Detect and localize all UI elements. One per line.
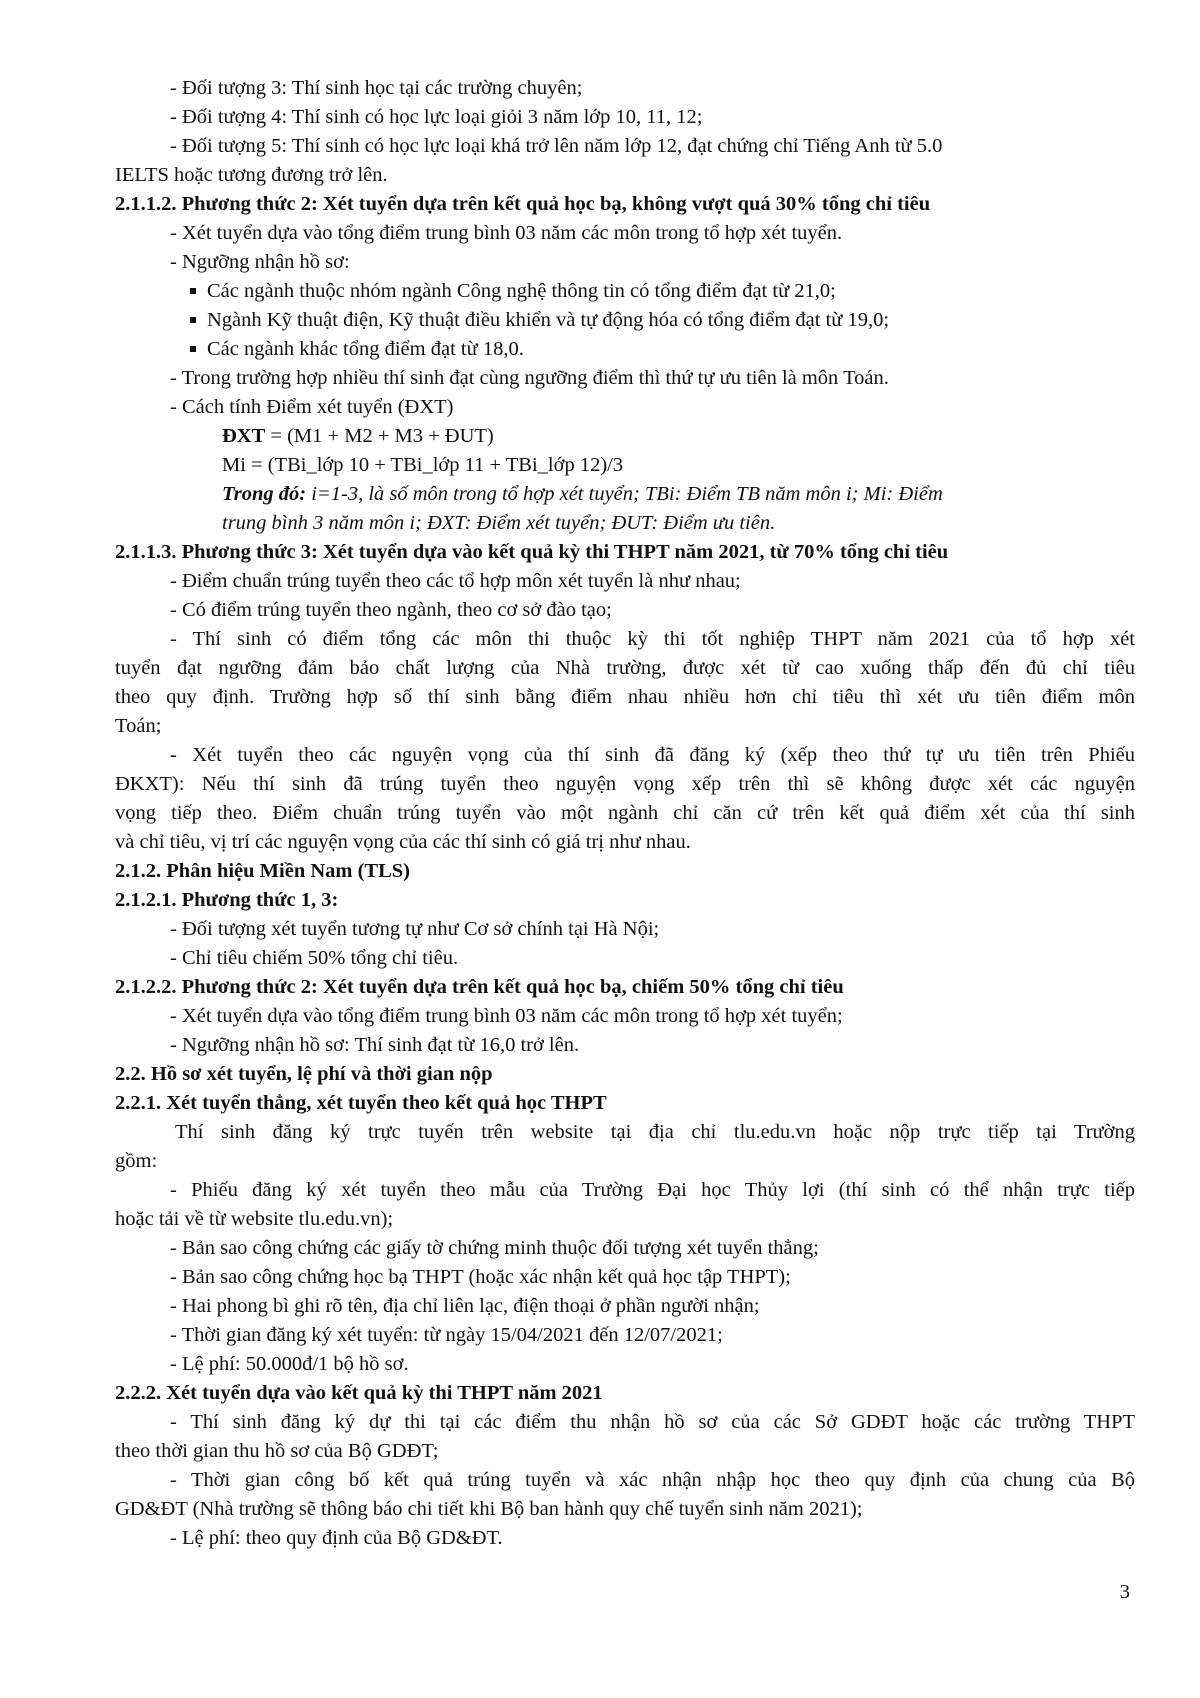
formula-line: ĐXT = (M1 + M2 + M3 + ĐUT): [222, 425, 494, 447]
text-line: - Hai phong bì ghi rõ tên, địa chỉ liên lạc, điện thoại ở phần người nhận;: [170, 1295, 760, 1317]
text-line: và chỉ tiêu, vị trí các nguyện vọng của các thí sinh có giá trị như nhau.: [115, 831, 691, 853]
text-line: - Điểm chuẩn trúng tuyển theo các tổ hợp môn xét tuyển là như nhau;: [170, 570, 741, 592]
formula-line: Mi = (TBi_lớp 10 + TBi_lớp 11 + TBi_lớp 12)/3: [222, 454, 624, 476]
square-bullet-icon: [190, 346, 196, 352]
text-line: - Bản sao công chứng các giấy tờ chứng minh thuộc đối tượng xét tuyển thẳng;: [170, 1237, 819, 1259]
bullet-item: Ngành Kỹ thuật điện, Kỹ thuật điều khiển và tự động hóa có tổng điểm đạt từ 19,0;: [115, 306, 1135, 335]
section-heading: 2.2.2. Xét tuyển dựa vào kết quả kỳ thi THPT năm 2021: [115, 1382, 603, 1404]
text-line: - Thời gian công bố kết quả trúng tuyển và xác nhận nhập học theo quy định của chung của Bộ: [170, 1469, 1135, 1491]
text-line: theo quy định. Trường hợp số thí sinh bằng điểm nhau nhiều hơn chỉ tiêu thì xét ưu tiên điểm môn: [115, 686, 1135, 708]
bullet-item: Các ngành thuộc nhóm ngành Công nghệ thông tin có tổng điểm đạt từ 21,0;: [115, 277, 1135, 306]
text-line: Toán;: [115, 715, 162, 737]
text-line: - Có điểm trúng tuyển theo ngành, theo cơ sở đào tạo;: [170, 599, 612, 621]
section-heading: 2.2. Hồ sơ xét tuyển, lệ phí và thời gian nộp: [115, 1063, 493, 1085]
bullet-item: Các ngành khác tổng điểm đạt từ 18,0.: [115, 335, 1135, 364]
section-heading: 2.1.1.2. Phương thức 2: Xét tuyển dựa trên kết quả học bạ, không vượt quá 30% tổng chỉ tiêu: [115, 193, 931, 215]
text-line: - Thí sinh đăng ký dự thi tại các điểm thu nhận hồ sơ của các Sở GDĐT hoặc các trường THPT: [170, 1411, 1135, 1433]
section-heading: 2.1.2. Phân hiệu Miền Nam (TLS): [115, 860, 410, 882]
text-line: - Ngưỡng nhận hồ sơ: Thí sinh đạt từ 16,0 trở lên.: [170, 1034, 580, 1056]
text-line: - Thời gian đăng ký xét tuyển: từ ngày 15/04/2021 đến 12/07/2021;: [170, 1324, 723, 1346]
text-line: - Đối tượng 4: Thí sinh có học lực loại giỏi 3 năm lớp 10, 11, 12;: [170, 106, 703, 128]
section-heading: 2.1.2.2. Phương thức 2: Xét tuyển dựa trên kết quả học bạ, chiếm 50% tổng chỉ tiêu: [115, 976, 844, 998]
text-line: hoặc tải về từ website tlu.edu.vn);: [115, 1208, 394, 1230]
text-line: - Xét tuyển theo các nguyện vọng của thí sinh đã đăng ký (xếp theo thứ tự ưu tiên trên Phiếu: [170, 744, 1135, 766]
text-line: IELTS hoặc tương đương trở lên.: [115, 164, 388, 186]
formula-note: Trong đó: i=1-3, là số môn trong tổ hợp xét tuyển; TBi: Điểm TB năm môn i; Mi: Điểm: [222, 483, 943, 505]
text-line: GD&ĐT (Nhà trường sẽ thông báo chi tiết khi Bộ ban hành quy chế tuyển sinh năm 2021);: [115, 1498, 863, 1520]
text-line: - Bản sao công chứng học bạ THPT (hoặc xác nhận kết quả học tập THPT);: [170, 1266, 791, 1288]
text-line: - Thí sinh có điểm tổng các môn thi thuộc kỳ thi tốt nghiệp THPT năm 2021 của tổ hợp xét: [170, 628, 1135, 650]
text-line: - Lệ phí: theo quy định của Bộ GD&ĐT.: [170, 1527, 503, 1549]
text-line: - Đối tượng xét tuyển tương tự như Cơ sở chính tại Hà Nội;: [170, 918, 660, 940]
section-heading: 2.2.1. Xét tuyển thẳng, xét tuyển theo kết quả học THPT: [115, 1092, 607, 1114]
text-line: vọng tiếp theo. Điểm chuẩn trúng tuyển vào một ngành chỉ căn cứ trên kết quả điểm xét của thí sinh: [115, 802, 1135, 824]
text-line: theo thời gian thu hồ sơ của Bộ GDĐT;: [115, 1440, 439, 1462]
text-line: - Phiếu đăng ký xét tuyển theo mẫu của Trường Đại học Thủy lợi (thí sinh có thể nhận trực tiếp: [170, 1179, 1135, 1201]
text-line: - Trong trường hợp nhiều thí sinh đạt cùng ngưỡng điểm thì thứ tự ưu tiên là môn Toán.: [170, 367, 889, 389]
text-line: - Ngưỡng nhận hồ sơ:: [170, 251, 350, 273]
formula-note: trung bình 3 năm môn i; ĐXT: Điểm xét tuyển; ĐUT: Điểm ưu tiên.: [222, 512, 776, 534]
section-heading: 2.1.1.3. Phương thức 3: Xét tuyển dựa vào kết quả kỳ thi THPT năm 2021, từ 70% tổng chỉ tiêu: [115, 541, 949, 563]
text-line: - Đối tượng 5: Thí sinh có học lực loại khá trở lên năm lớp 12, đạt chứng chỉ Tiếng Anh từ 5.0: [170, 135, 943, 157]
text-line: Thí sinh đăng ký trực tuyến trên website tại địa chỉ tlu.edu.vn hoặc nộp trực tiếp tại Trường: [175, 1121, 1135, 1143]
text-line: tuyển đạt ngưỡng đảm bảo chất lượng của Nhà trường, được xét từ cao xuống thấp đến đủ chỉ tiêu: [115, 657, 1135, 679]
text-line: - Xét tuyển dựa vào tổng điểm trung bình 03 năm các môn trong tổ hợp xét tuyển.: [170, 222, 843, 244]
square-bullet-icon: [190, 317, 196, 323]
text-line: - Đối tượng 3: Thí sinh học tại các trường chuyên;: [170, 77, 583, 99]
page-number: 3: [1119, 1581, 1130, 1603]
document-page: [115, 74, 1135, 1553]
text-line: - Xét tuyển dựa vào tổng điểm trung bình 03 năm các môn trong tổ hợp xét tuyển;: [170, 1005, 843, 1027]
section-heading: 2.1.2.1. Phương thức 1, 3:: [115, 889, 339, 911]
text-line: gồm:: [115, 1150, 158, 1172]
text-line: - Cách tính Điểm xét tuyển (ĐXT): [170, 396, 454, 418]
text-line: ĐKXT): Nếu thí sinh đã trúng tuyển theo nguyện vọng xếp trên thì sẽ không được xét các nguyện: [115, 773, 1135, 795]
square-bullet-icon: [190, 288, 196, 294]
text-line: - Lệ phí: 50.000đ/1 bộ hồ sơ.: [170, 1353, 409, 1375]
text-line: - Chỉ tiêu chiếm 50% tổng chỉ tiêu.: [170, 947, 459, 969]
